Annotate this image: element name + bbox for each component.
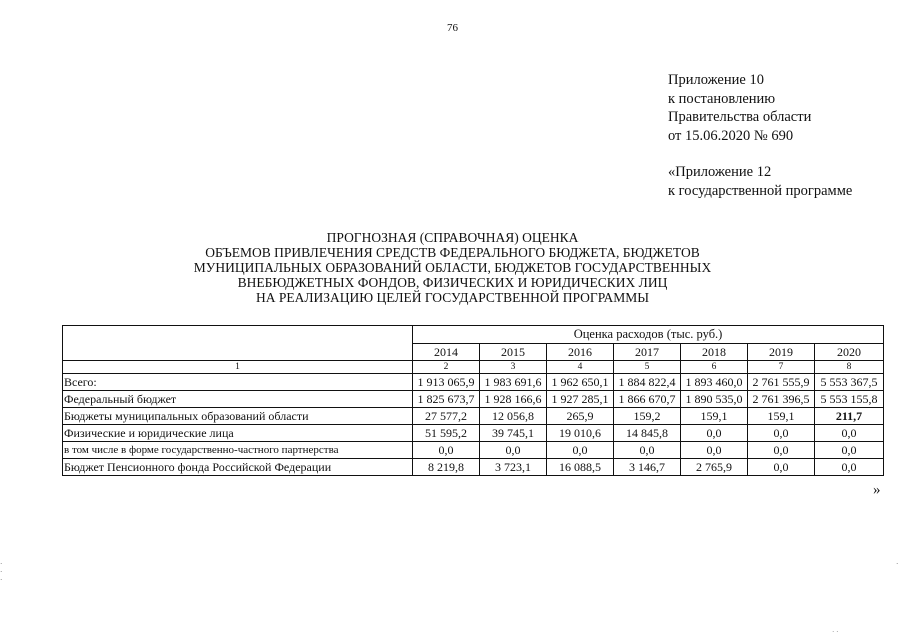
- table-cell: 8 219,8: [413, 459, 480, 476]
- table-cell: 1 866 670,7: [614, 391, 681, 408]
- budget-table: [62, 325, 884, 476]
- table-cell: 51 595,2: [413, 425, 480, 442]
- row-label: Физические и юридические лица: [63, 425, 413, 442]
- table-cell: 0,0: [614, 442, 681, 459]
- appendix-header: [668, 71, 852, 200]
- table-row-pension-fund: [63, 459, 884, 476]
- table-cell: 1 884 822,4: [614, 374, 681, 391]
- table-cell: 16 088,5: [547, 459, 614, 476]
- scan-artifact: · · ·: [0, 560, 3, 584]
- title-line: ПРОГНОЗНАЯ (СПРАВОЧНАЯ) ОЦЕНКА: [326, 230, 579, 245]
- closing-quote: »: [873, 482, 881, 498]
- scan-artifact: ·: [896, 560, 899, 568]
- table-cell: 1 893 460,0: [681, 374, 748, 391]
- row-label: в том числе в форме государственно-частного партнерства: [63, 442, 413, 459]
- table-cell: 1 928 166,6: [480, 391, 547, 408]
- table-cell: 0,0: [815, 425, 884, 442]
- table-row-total: [63, 374, 884, 391]
- table-cell: 0,0: [748, 459, 815, 476]
- table-cell: 5 553 367,5: [815, 374, 884, 391]
- table-cell: 0,0: [681, 425, 748, 442]
- column-number: 8: [815, 361, 884, 374]
- header-expense-estimate: Оценка расходов (тыс. руб.): [413, 326, 884, 344]
- table-cell: 3 723,1: [480, 459, 547, 476]
- appendix-line: Приложение 10: [668, 72, 764, 88]
- table-header-row: [63, 326, 884, 344]
- table-cell: 1 927 285,1: [547, 391, 614, 408]
- title-line: ОБЪЕМОВ ПРИВЛЕЧЕНИЯ СРЕДСТВ ФЕДЕРАЛЬНОГО БЮДЖЕТА, БЮДЖЕТОВ: [205, 245, 700, 260]
- header-year: 2016: [547, 344, 614, 361]
- table-cell: 0,0: [547, 442, 614, 459]
- row-label: Бюджеты муниципальных образований области: [63, 408, 413, 425]
- document-title: [0, 230, 905, 305]
- table-cell: 14 845,8: [614, 425, 681, 442]
- table-cell: 3 146,7: [614, 459, 681, 476]
- table-cell: 211,7: [815, 408, 884, 425]
- header-year: 2014: [413, 344, 480, 361]
- appendix-block-program: [668, 163, 852, 200]
- table-cell: 1 890 535,0: [681, 391, 748, 408]
- table-cell: 19 010,6: [547, 425, 614, 442]
- page-number: 76: [447, 22, 458, 34]
- table-cell: 1 962 650,1: [547, 374, 614, 391]
- scan-artifact: · ·: [832, 628, 839, 636]
- table-cell: 159,1: [681, 408, 748, 425]
- table-cell: 1 825 673,7: [413, 391, 480, 408]
- table-cell: 0,0: [748, 425, 815, 442]
- column-number: 5: [614, 361, 681, 374]
- column-number: 3: [480, 361, 547, 374]
- table-cell: 0,0: [748, 442, 815, 459]
- title-line: ВНЕБЮДЖЕТНЫХ ФОНДОВ, ФИЗИЧЕСКИХ И ЮРИДИЧЕСКИХ ЛИЦ: [237, 275, 668, 290]
- title-line: МУНИЦИПАЛЬНЫХ ОБРАЗОВАНИЙ ОБЛАСТИ, БЮДЖЕТОВ ГОСУДАРСТВЕННЫХ: [193, 260, 712, 275]
- header-empty-cell: [63, 326, 413, 361]
- table-cell: 2 761 396,5: [748, 391, 815, 408]
- table-cell: 5 553 155,8: [815, 391, 884, 408]
- table-cell: 265,9: [547, 408, 614, 425]
- table-cell: 12 056,8: [480, 408, 547, 425]
- title-line: НА РЕАЛИЗАЦИЮ ЦЕЛЕЙ ГОСУДАРСТВЕННОЙ ПРОГРАММЫ: [255, 290, 650, 305]
- column-number: 2: [413, 361, 480, 374]
- header-year: 2015: [480, 344, 547, 361]
- header-year: 2017: [614, 344, 681, 361]
- row-label: Всего:: [63, 374, 413, 391]
- header-year: 2018: [681, 344, 748, 361]
- table-cell: 0,0: [413, 442, 480, 459]
- appendix-block-decree: [668, 71, 852, 145]
- header-year: 2019: [748, 344, 815, 361]
- table-column-numbers-row: [63, 361, 884, 374]
- table-row-federal-budget: [63, 391, 884, 408]
- appendix-line: от 15.06.2020 № 690: [668, 127, 794, 144]
- column-number: 1: [63, 361, 413, 374]
- table-cell: 2 761 555,9: [748, 374, 815, 391]
- row-label: Федеральный бюджет: [63, 391, 413, 408]
- table-row-municipal-budgets: [63, 408, 884, 425]
- column-number: 4: [547, 361, 614, 374]
- row-label: Бюджет Пенсионного фонда Российской Федерации: [63, 459, 413, 476]
- table-cell: 159,1: [748, 408, 815, 425]
- table-cell: 39 745,1: [480, 425, 547, 442]
- table-cell: 1 983 691,6: [480, 374, 547, 391]
- column-number: 6: [681, 361, 748, 374]
- table-cell: 0,0: [681, 442, 748, 459]
- appendix-line: к постановлению: [668, 90, 776, 107]
- table-row-ppp: [63, 442, 884, 459]
- table-cell: 0,0: [815, 442, 884, 459]
- table-cell: 0,0: [815, 459, 884, 476]
- table-cell: 159,2: [614, 408, 681, 425]
- appendix-line: к государственной программе: [668, 182, 853, 199]
- table-cell: 2 765,9: [681, 459, 748, 476]
- appendix-line: «Приложение 12: [668, 164, 772, 180]
- table-cell: 1 913 065,9: [413, 374, 480, 391]
- table-row-individuals-legal-entities: [63, 425, 884, 442]
- appendix-line: Правительства области: [668, 109, 812, 125]
- table-cell: 0,0: [480, 442, 547, 459]
- header-year: 2020: [815, 344, 884, 361]
- column-number: 7: [748, 361, 815, 374]
- table-cell: 27 577,2: [413, 408, 480, 425]
